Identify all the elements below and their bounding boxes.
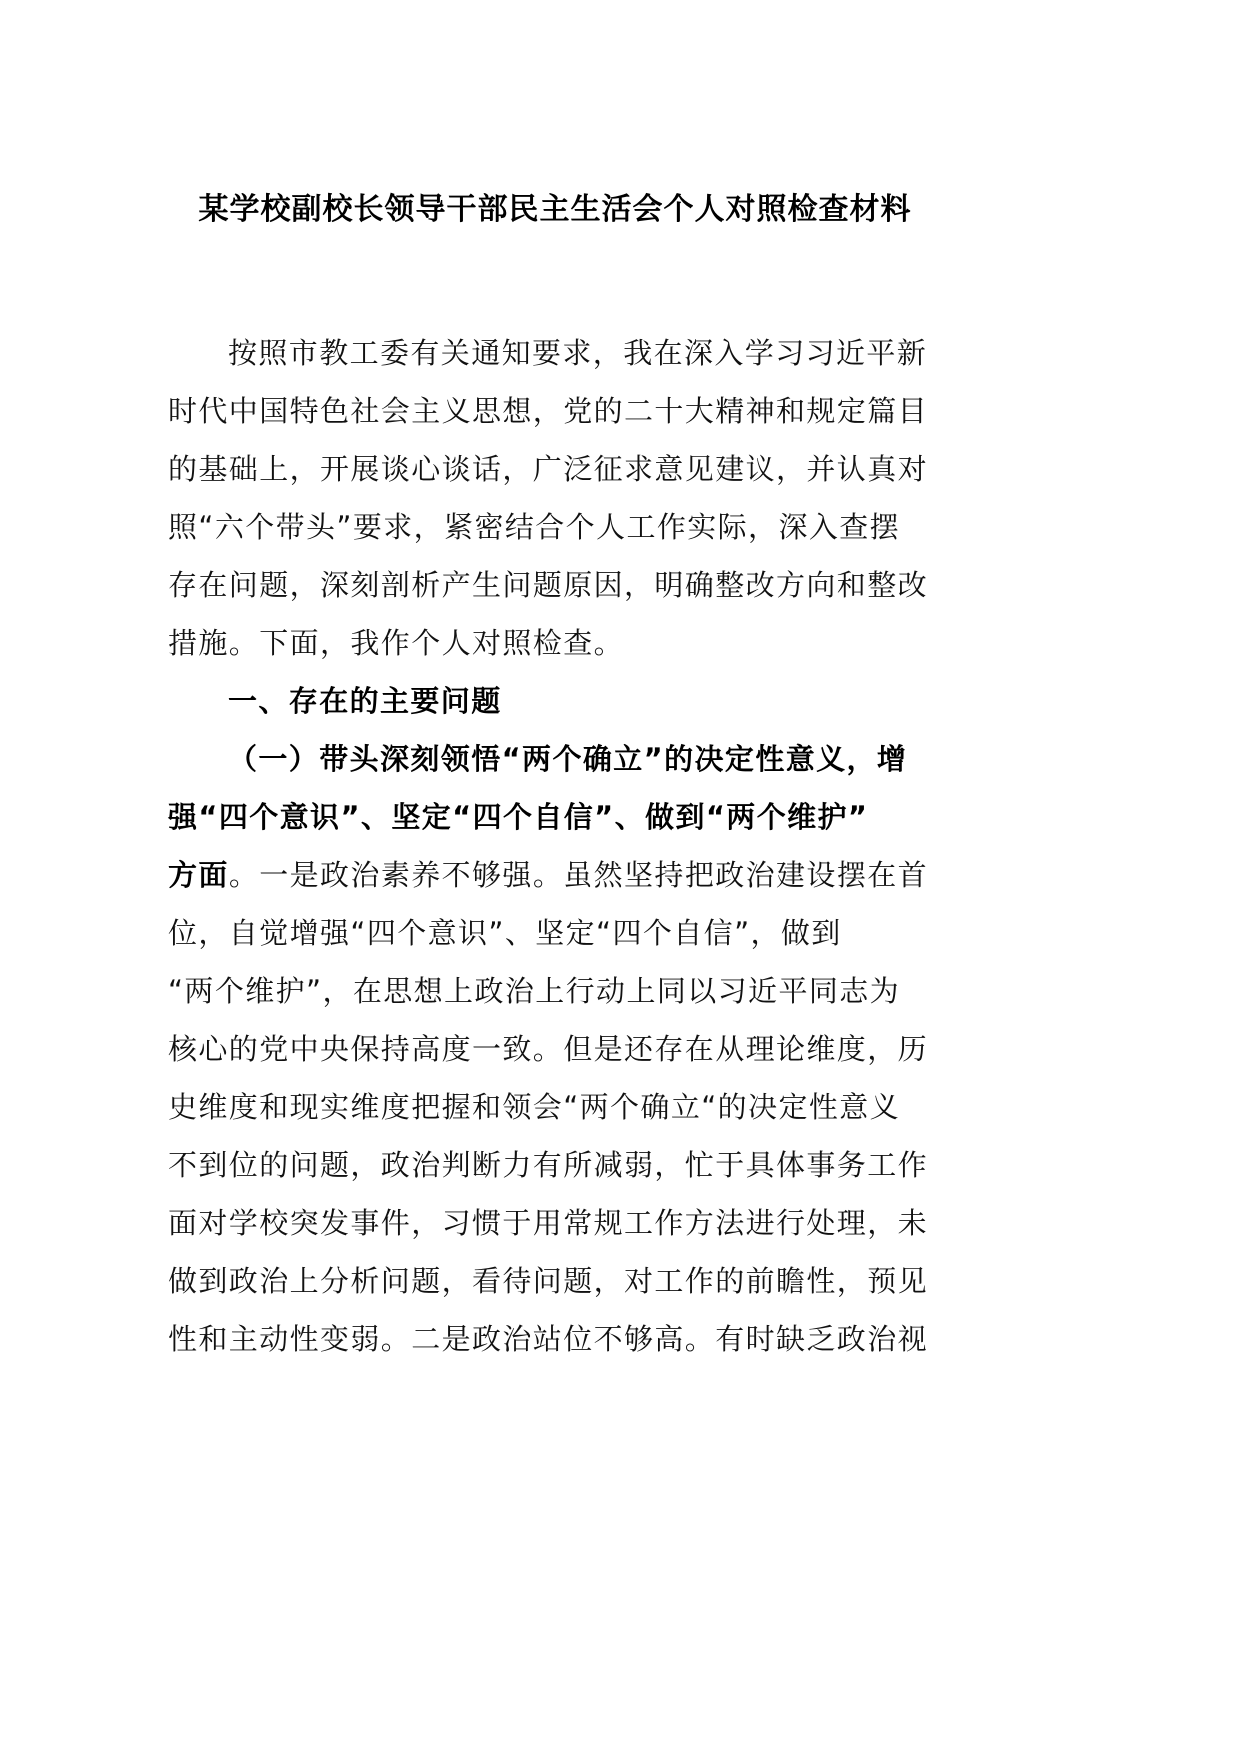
subsection-heading: （一）带头深刻领悟“两个确立”的决定性意义，增	[228, 742, 908, 776]
paragraph-line: 核心的党中央保持高度一致。但是还存在从理论维度，历	[168, 1032, 929, 1066]
subsection-heading-tail: 方面	[168, 858, 229, 892]
paragraph-line: 的基础上，开展谈心谈话，广泛征求意见建议，并认真对	[168, 452, 929, 486]
paragraph-line: 时代中国特色社会主义思想，党的二十大精神和规定篇目	[168, 394, 929, 428]
paragraph-line: 性和主动性变弱。二是政治站位不够高。有时缺乏政治视	[168, 1322, 929, 1356]
paragraph-line: 照“六个带头”要求，紧密结合个人工作实际，深入查摆	[168, 510, 901, 544]
section-heading: 一、存在的主要问题	[228, 684, 502, 718]
subsection-heading: 强“四个意识”、坚定“四个自信”、做到“两个维护”	[168, 800, 869, 834]
paragraph-line: 位，自觉增强“四个意识”、坚定“四个自信”，做到	[168, 916, 842, 950]
document-title: 某学校副校长领导干部民主生活会个人对照检查材料	[198, 192, 912, 227]
paragraph-line: “两个维护”，在思想上政治上行动上同以习近平同志为	[168, 974, 901, 1008]
paragraph-line: 史维度和现实维度把握和领会“两个确立“的决定性意义	[168, 1090, 901, 1124]
paragraph-line: 面对学校突发事件，习惯于用常规工作方法进行处理，未	[168, 1206, 929, 1240]
paragraph-line: 措施。下面，我作个人对照检查。	[168, 626, 625, 660]
paragraph-line: 按照市教工委有关通知要求，我在深入学习习近平新	[228, 336, 928, 370]
paragraph-line	[168, 852, 948, 910]
paragraph-line: 做到政治上分析问题，看待问题，对工作的前瞻性，预见	[168, 1264, 929, 1298]
paragraph-text: 。一是政治素养不够强。虽然坚持把政治建设摆在首	[228, 858, 929, 892]
document-body	[168, 330, 948, 1374]
paragraph-line: 不到位的问题，政治判断力有所减弱，忙于具体事务工作	[168, 1148, 929, 1182]
paragraph-line: 存在问题，深刻剖析产生问题原因，明确整改方向和整改	[168, 568, 929, 602]
